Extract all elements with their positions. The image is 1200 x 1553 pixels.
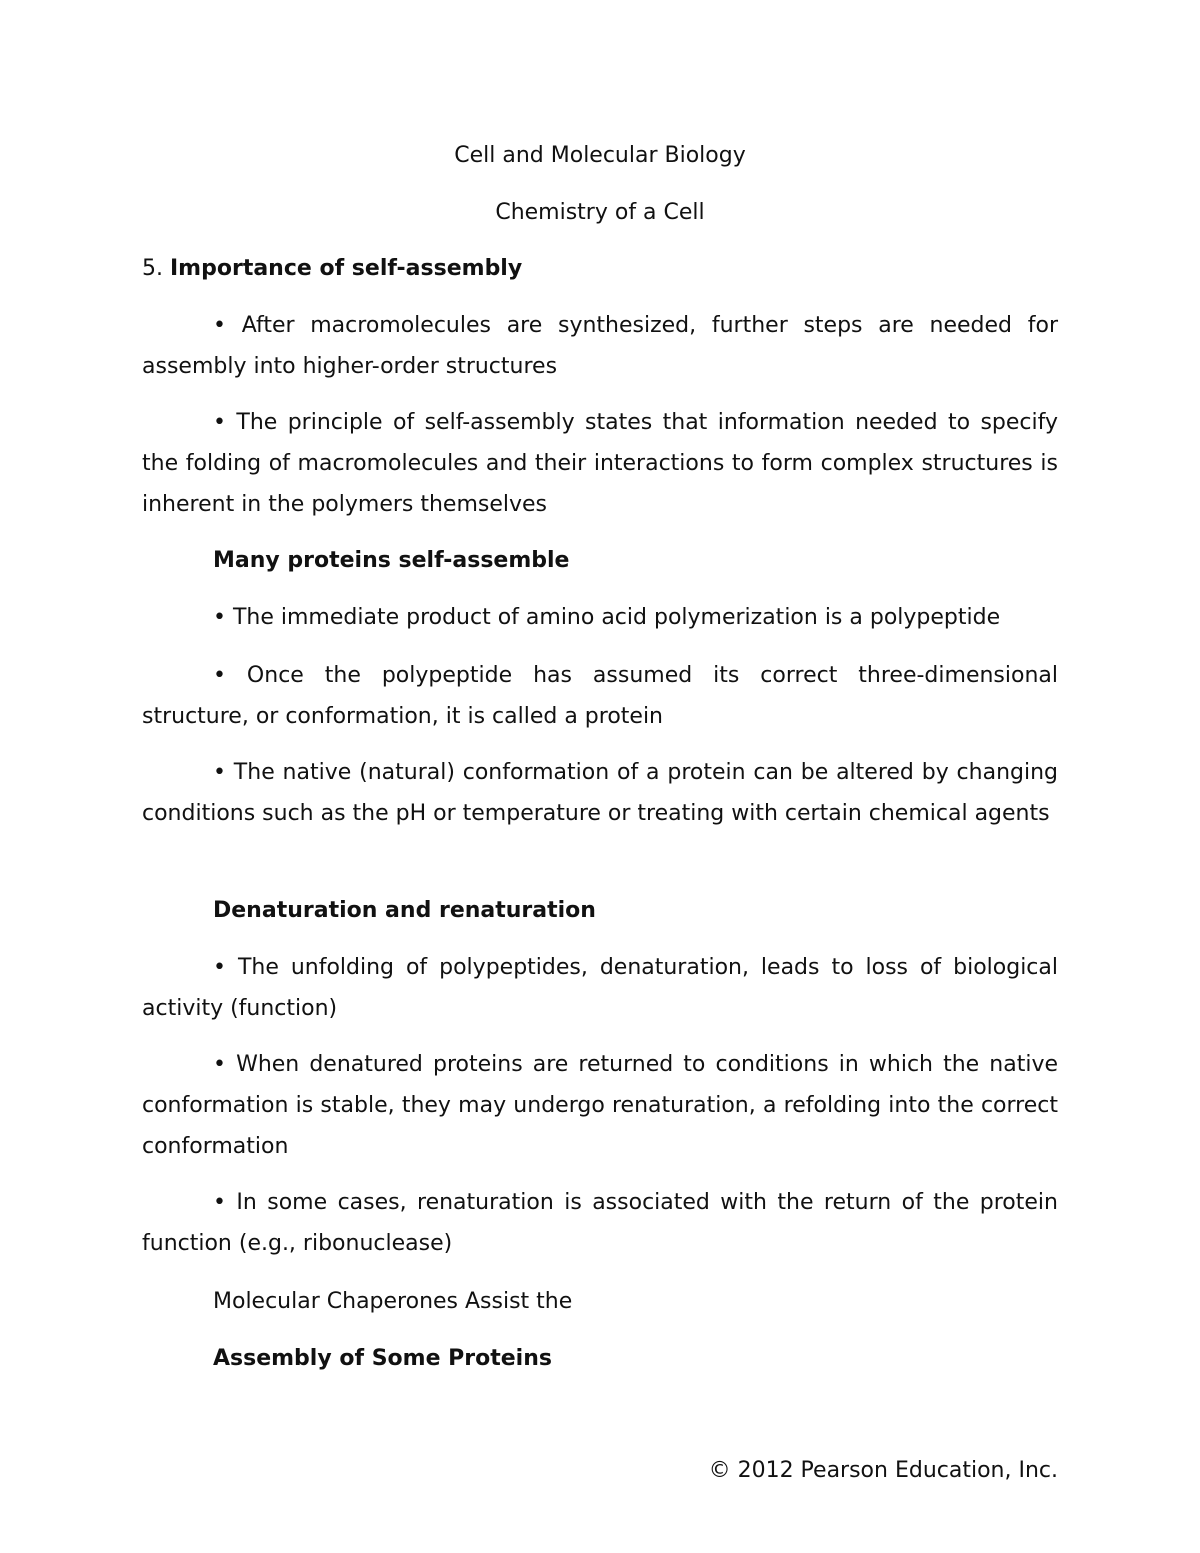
paragraph-1: • After macromolecules are synthesized, further steps are needed for assembly into higher-order structures — [142, 313, 1058, 379]
section-title: Importance of self-assembly — [170, 256, 523, 281]
paragraph-2: • The principle of self-assembly states that information needed to specify the folding of macromolecules and their interactions to form complex structures is inherent in the polymers themselves — [142, 410, 1058, 517]
paragraph-7: • When denatured proteins are returned to conditions in which the native conformation is stable, they may undergo renaturation, a refolding into the correct conformation — [142, 1052, 1058, 1159]
paragraph-3: • The immediate product of amino acid polymerization is a polypeptide — [213, 605, 1001, 630]
subheading-assembly: Assembly of Some Proteins — [213, 1346, 552, 1371]
paragraph-9: Molecular Chaperones Assist the — [213, 1289, 573, 1314]
subheading-many-proteins: Many proteins self-assemble — [213, 548, 570, 573]
subheading-denaturation: Denaturation and renaturation — [213, 898, 596, 923]
section-heading — [142, 248, 1058, 289]
paragraph-4: • Once the polypeptide has assumed its correct three-dimensional structure, or conformation, it is called a protein — [142, 663, 1058, 729]
copyright-footer: © 2012 Pearson Education, Inc. — [708, 1458, 1058, 1483]
paragraph-6: • The unfolding of polypeptides, denaturation, leads to loss of biological activity (function) — [142, 955, 1058, 1021]
section-number: 5. — [142, 256, 163, 281]
topic-title: Chemistry of a Cell — [495, 200, 705, 225]
paragraph-8: • In some cases, renaturation is associated with the return of the protein function (e.g., ribonuclease) — [142, 1190, 1058, 1256]
course-title: Cell and Molecular Biology — [454, 143, 746, 168]
paragraph-5: • The native (natural) conformation of a protein can be altered by changing conditions such as the pH or temperature or treating with certain chemical agents — [142, 760, 1058, 826]
